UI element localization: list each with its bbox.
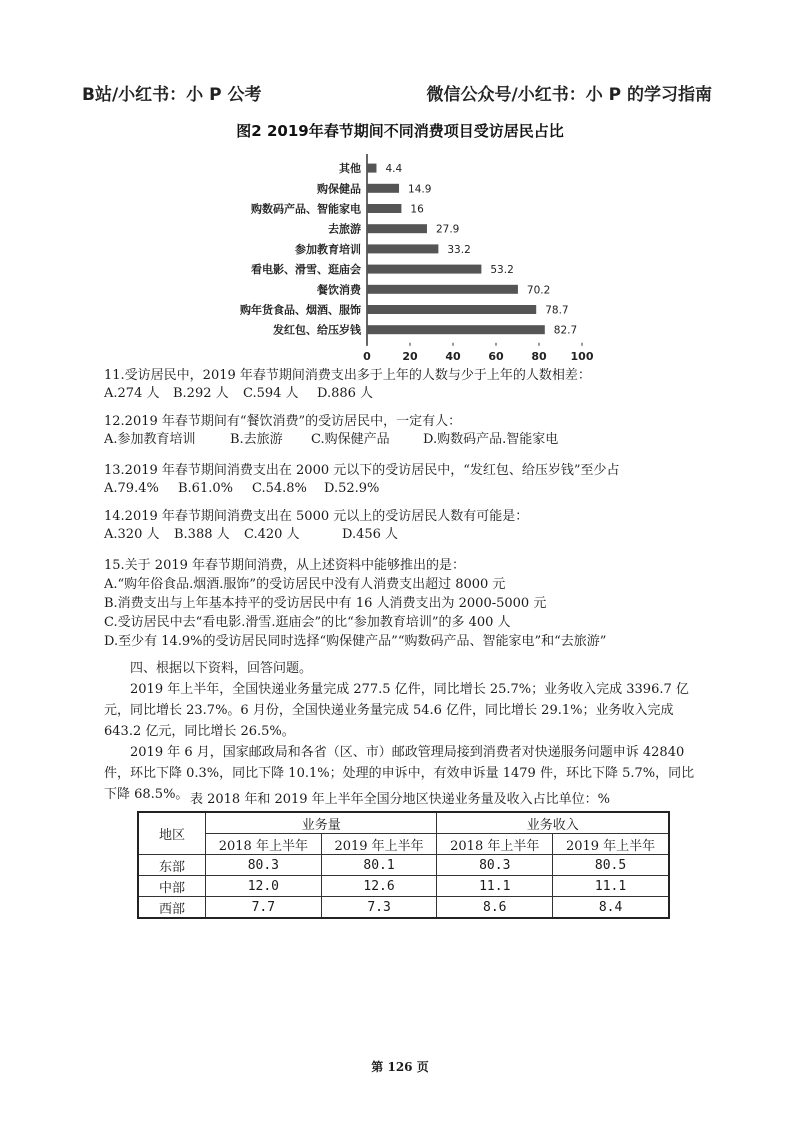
option-c[interactable]: C.594 人 (243, 386, 299, 401)
table-cell: 12.6 (321, 876, 437, 897)
option-list (104, 480, 620, 498)
question-12 (104, 413, 558, 449)
row-label: 中部 (138, 876, 206, 897)
header-right: 微信公众号/小红书：小 P 的学习指南 (426, 85, 712, 105)
option-d[interactable]: D.至少有 14.9%的受访居民同时选择“购保健产品”“购数码产品、智能家电”和“去旅游” (104, 634, 607, 649)
category-label: 购年货食品、烟酒、服饰 (240, 303, 361, 317)
header-left: B站/小红书：小 P 公考 (82, 85, 262, 105)
question-stem: 15.关于 2019 年春节期间消费，从上述资料中能够推出的是： (104, 558, 466, 573)
bar (367, 164, 376, 173)
question-13 (104, 462, 620, 498)
table-cell: 8.4 (553, 897, 669, 919)
question-14 (104, 508, 528, 544)
section-4 (104, 658, 696, 805)
region-header: 地区 (138, 812, 206, 855)
table-row (138, 897, 669, 919)
bar (367, 305, 536, 314)
bar (367, 184, 399, 193)
data-label: 27.9 (435, 223, 460, 236)
data-label: 4.4 (385, 163, 403, 176)
table-cell: 12.0 (206, 876, 322, 897)
question-stem: 14.2019 年春节期间消费支出在 5000 元以上的受访居民人数有可能是： (104, 509, 529, 524)
option-b[interactable]: B.388 人 (174, 527, 230, 542)
x-tick-label: 60 (488, 349, 504, 362)
category-label: 发红包、给压岁钱 (273, 323, 361, 337)
group-header-volume: 业务量 (206, 812, 437, 834)
question-stem: 11.受访居民中，2019 年春节期间消费支出多于上年的人数与少于上年的人数相差： (104, 368, 591, 383)
option-b[interactable]: B.61.0% (178, 481, 233, 496)
x-tick-label: 100 (570, 349, 594, 362)
question-stem: 13.2019 年春节期间消费支出在 2000 元以下的受访居民中，“发红包、给压岁钱”至少占 (104, 463, 620, 478)
category-label: 其他 (339, 162, 361, 176)
data-label: 53.2 (490, 264, 514, 277)
data-label: 70.2 (526, 284, 551, 297)
x-tick-label: 0 (363, 349, 371, 362)
option-list (104, 431, 558, 449)
data-label: 14.9 (408, 183, 432, 196)
category-label: 购保健品 (317, 182, 361, 196)
option-d[interactable]: D.456 人 (342, 527, 399, 542)
option-c[interactable]: C.420 人 (244, 527, 300, 542)
option-a[interactable]: A.参加教育培训 (104, 432, 196, 447)
data-label: 78.7 (545, 304, 569, 317)
table-header-row (138, 812, 669, 834)
row-label: 西部 (138, 897, 206, 919)
table-cell: 80.3 (437, 855, 553, 876)
paragraph-2: 2019 年 6 月，国家邮政局和各省（区、市）邮政管理局接到消费者对快递服务问题申诉 42840 件，环比下降 0.3%，同比下降 10.1%；处理的申诉中，有效申诉量 1479 件，环比下降 5.7%，同比下降 68.5%。 (104, 745, 695, 802)
sub-header: 2018 年上半年 (437, 834, 553, 855)
table-cell: 7.7 (206, 897, 322, 919)
bar-chart (0, 150, 800, 362)
option-c[interactable]: C.受访居民中去“看电影.滑雪.逛庙会”的比“参加教育培训”的多 400 人 (104, 615, 511, 630)
question-15 (104, 556, 606, 651)
category-label: 去旅游 (328, 222, 361, 236)
table-cell: 8.6 (437, 897, 553, 919)
table-cell: 7.3 (321, 897, 437, 919)
table-row (138, 876, 669, 897)
bar (367, 224, 427, 233)
option-c[interactable]: C.购保健产品 (311, 432, 390, 447)
x-tick-label: 40 (445, 349, 461, 362)
table-title: 表 2018 年和 2019 年上半年全国分地区快递业务量及收入占比单位：% (189, 792, 611, 807)
bar (367, 265, 481, 274)
table-cell: 80.1 (321, 855, 437, 876)
option-a[interactable]: A.320 人 (104, 527, 160, 542)
option-d[interactable]: D.52.9% (324, 481, 380, 496)
table-cell: 80.3 (206, 855, 322, 876)
option-list (104, 526, 528, 544)
row-label: 东部 (138, 855, 206, 876)
option-b[interactable]: B.消费支出与上年基本持平的受访居民中有 16 人消费支出为 2000-5000 元 (104, 596, 547, 611)
table-cell: 11.1 (553, 876, 669, 897)
table-cell: 11.1 (437, 876, 553, 897)
category-label: 看电影、滑雪、逛庙会 (251, 263, 361, 277)
sub-header: 2018 年上半年 (206, 834, 322, 855)
x-tick-label: 20 (402, 349, 418, 362)
option-d[interactable]: D.购数码产品.智能家电 (423, 432, 559, 447)
table-subheader-row (138, 834, 669, 855)
page-number: 第 126 页 (371, 1060, 429, 1074)
data-label: 82.7 (553, 324, 578, 337)
option-a[interactable]: A.274 人 (104, 386, 160, 401)
category-label: 参加教育培训 (295, 242, 361, 256)
question-11 (104, 367, 591, 403)
table-cell: 80.5 (553, 855, 669, 876)
bar (367, 325, 545, 334)
option-b[interactable]: B.去旅游 (230, 432, 283, 447)
category-label: 购数码产品、智能家电 (251, 202, 361, 216)
data-label: 16 (410, 203, 424, 216)
sub-header: 2019 年上半年 (553, 834, 669, 855)
bar (367, 204, 401, 213)
category-label: 餐饮消费 (317, 283, 361, 297)
option-a[interactable]: A.79.4% (104, 481, 159, 496)
question-stem: 12.2019 年春节期间有“餐饮消费”的受访居民中，一定有人： (104, 414, 462, 429)
sub-header: 2019 年上半年 (321, 834, 437, 855)
x-tick-label: 80 (531, 349, 547, 362)
option-b[interactable]: B.292 人 (173, 386, 229, 401)
data-label: 33.2 (447, 243, 471, 256)
section-heading: 四、根据以下资料，回答问题。 (130, 661, 313, 676)
option-c[interactable]: C.54.8% (252, 481, 307, 496)
paragraph-1: 2019 年上半年，全国快递业务量完成 277.5 亿件，同比增长 25.7%；业务收入完成 3396.7 亿元，同比增长 23.7%。6 月份，全国快递业务量完成 54.6 亿件，同比增长 29.1%；业务收入完成 643.2 亿元，同比增长 26.5%。 (104, 682, 689, 739)
group-header-revenue: 业务收入 (437, 812, 669, 834)
option-a[interactable]: A.“购年俗食品.烟酒.服饰”的受访居民中没有人消费支出超过 8000 元 (104, 577, 506, 592)
data-table (137, 811, 670, 919)
option-d[interactable]: D.886 人 (317, 386, 374, 401)
option-list (104, 385, 591, 403)
bar (367, 244, 438, 253)
bar (367, 285, 518, 294)
table-row (138, 855, 669, 876)
chart-title: 图2 2019年春节期间不同消费项目受访居民占比 (236, 122, 564, 140)
